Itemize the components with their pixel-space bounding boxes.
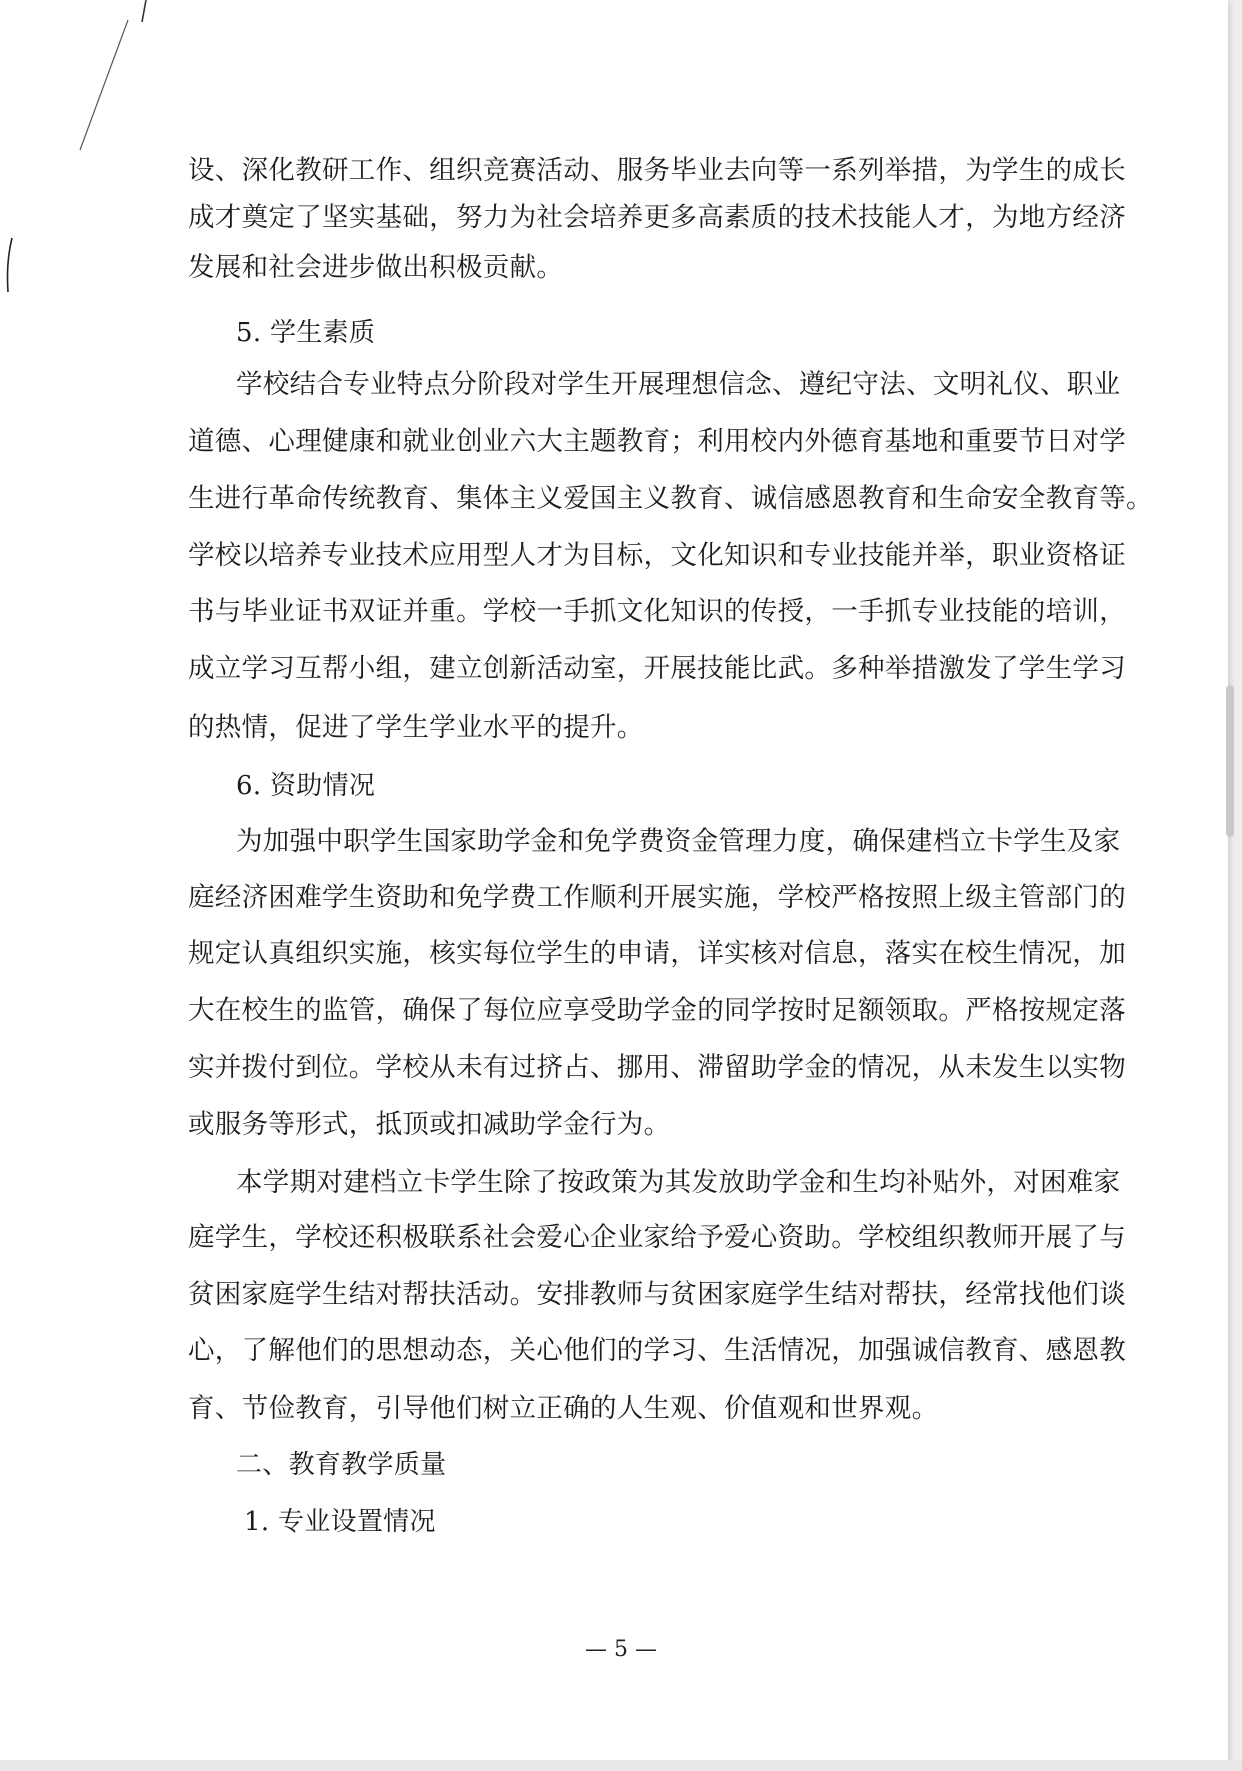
text-line: 庭经济困难学生资助和免学费工作顺利开展实施，学校严格按照上级主管部门的: [188, 882, 1126, 913]
text-line: 成才奠定了坚实基础，努力为社会培养更多高素质的技术技能人才，为地方经济: [188, 202, 1126, 233]
section-heading: 5. 学生素质: [236, 318, 376, 348]
text-line: 学校结合专业特点分阶段对学生开展理想信念、遵纪守法、文明礼仪、职业: [236, 369, 1121, 400]
text-line: 实并拨付到位。学校从未有过挤占、挪用、滞留助学金的情况，从未发生以实物: [188, 1052, 1126, 1083]
text-line: 庭学生，学校还积极联系社会爱心企业家给予爱心资助。学校组织教师开展了与: [188, 1222, 1126, 1253]
text-line: 设、深化教研工作、组织竞赛活动、服务毕业去向等一系列举措，为学生的成长: [188, 155, 1126, 186]
text-line: 书与毕业证书双证并重。学校一手抓文化知识的传授，一手抓专业技能的培训，: [188, 596, 1126, 627]
text-line: 发展和社会进步做出积极贡献。: [188, 252, 564, 283]
scrollbar-thumb[interactable]: [1226, 685, 1234, 837]
text-line: 育、节俭教育，引导他们树立正确的人生观、价值观和世界观。: [188, 1393, 939, 1424]
text-line: 规定认真组织实施，核实每位学生的申请，详实核对信息，落实在校生情况，加: [188, 938, 1126, 969]
scrollbar-track[interactable]: [1226, 0, 1242, 1771]
text-line: 或服务等形式，抵顶或扣减助学金行为。: [188, 1109, 671, 1140]
text-line: 道德、心理健康和就业创业六大主题教育；利用校内外德育基地和重要节日对学: [188, 426, 1126, 457]
text-line: 成立学习互帮小组，建立创新活动室，开展技能比武。多种举措激发了学生学习: [188, 653, 1126, 684]
text-line: 学校以培养专业技术应用型人才为目标，文化知识和专业技能并举，职业资格证: [188, 540, 1126, 571]
text-line: 的热情，促进了学生学业水平的提升。: [188, 712, 644, 743]
text-line: 大在校生的监管，确保了每位应享受助学金的同学按时足额领取。严格按规定落: [188, 995, 1126, 1026]
section-heading: 二、教育教学质量: [236, 1450, 447, 1480]
text-line: 生进行革命传统教育、集体主义爱国主义教育、诚信感恩教育和生命安全教育等。: [188, 483, 1153, 514]
scan-edge-mark: [0, 0, 160, 300]
section-heading: 1. 专业设置情况: [244, 1507, 436, 1537]
text-line: 心，了解他们的思想动态，关心他们的学习、生活情况，加强诚信教育、感恩教: [188, 1335, 1126, 1366]
text-line: 为加强中职学生国家助学金和免学费资金管理力度，确保建档立卡学生及家: [236, 826, 1121, 857]
text-line: 本学期对建档立卡学生除了按政策为其发放助学金和生均补贴外，对困难家: [236, 1167, 1121, 1198]
text-line: 贫困家庭学生结对帮扶活动。安排教师与贫困家庭学生结对帮扶，经常找他们谈: [188, 1279, 1126, 1310]
section-heading: 6. 资助情况: [236, 771, 376, 801]
page-number: — 5 —: [585, 1637, 657, 1662]
viewer-bottom-edge: [0, 1760, 1242, 1771]
